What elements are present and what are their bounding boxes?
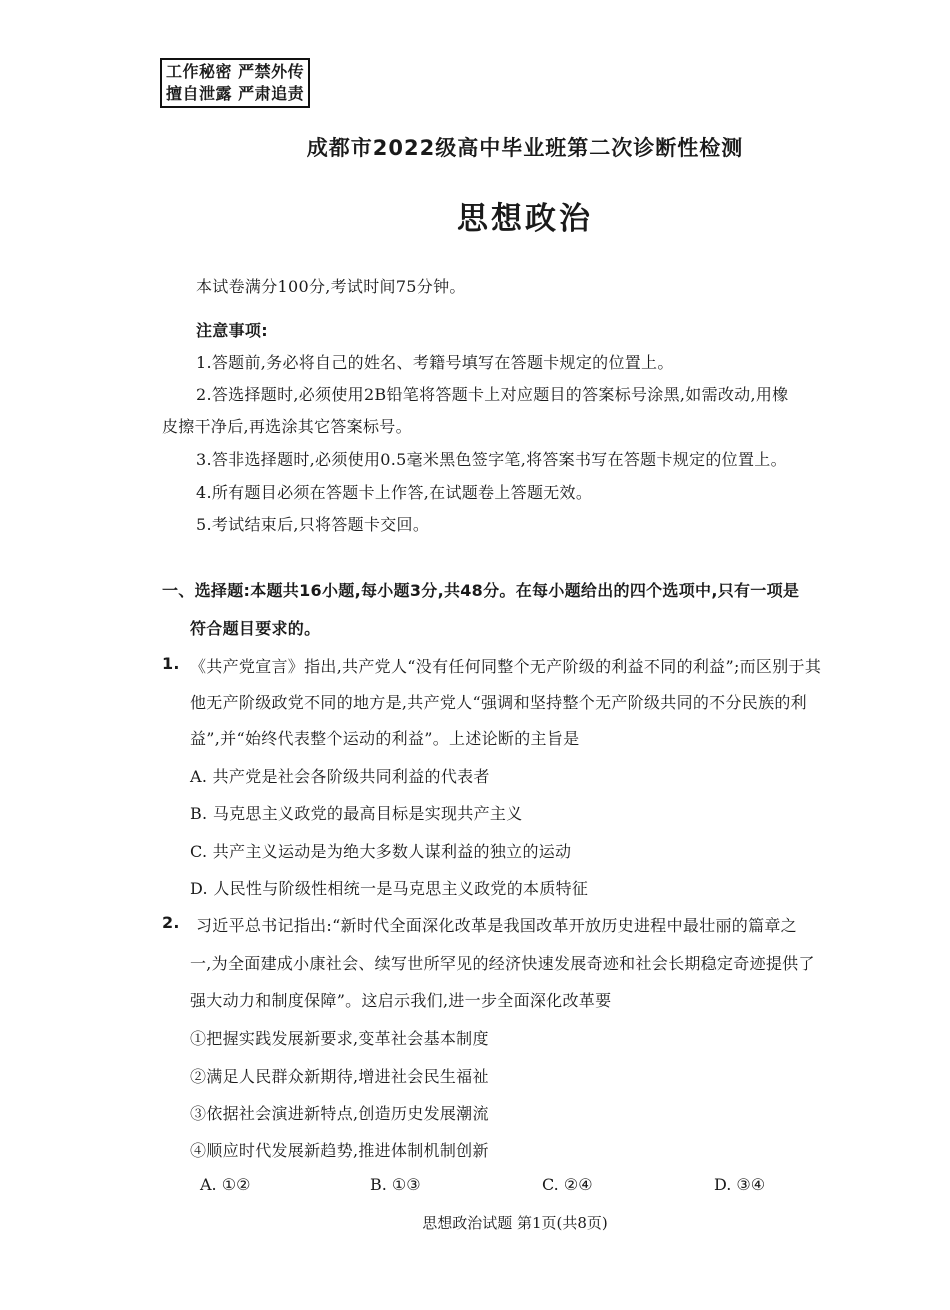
question-2-item-4: ④顺应时代发展新趋势,推进体制机制创新 bbox=[190, 1141, 489, 1160]
question-2-item-2: ②满足人民群众新期待,增进社会民生福祉 bbox=[190, 1067, 489, 1086]
question-2-stem: 习近平总书记指出:“新时代全面深化改革是我国改革开放历史进程中最壮丽的篇章之 bbox=[196, 916, 797, 935]
question-1-number: 1. bbox=[162, 654, 180, 673]
notice-item-2-cont: 皮擦干净后,再选涂其它答案标号。 bbox=[162, 417, 412, 436]
question-2-option-c: C. ②④ bbox=[542, 1175, 593, 1194]
subject-title: 思想政治 bbox=[457, 201, 593, 237]
question-2-item-1: ①把握实践发展新要求,变革社会基本制度 bbox=[190, 1029, 489, 1048]
notice-item-3: 3.答非选择题时,必须使用0.5毫米黑色签字笔,将答案书写在答题卡规定的位置上。 bbox=[196, 450, 787, 469]
notice-item-4: 4.所有题目必须在答题卡上作答,在试题卷上答题无效。 bbox=[196, 483, 593, 502]
question-1-stem: 《共产党宣言》指出,共产党人“没有任何同整个无产阶级的利益不同的利益”;而区别于其 bbox=[190, 657, 822, 676]
notice-item-5: 5.考试结束后,只将答题卡交回。 bbox=[196, 515, 430, 534]
question-1-stem-2: 他无产阶级政党不同的地方是,共产党人“强调和坚持整个无产阶级共同的不分民族的利 bbox=[190, 693, 807, 712]
question-1-stem-3: 益”,并“始终代表整个运动的利益”。上述论断的主旨是 bbox=[190, 729, 580, 748]
question-1-option-c: C. 共产主义运动是为绝大多数人谋利益的独立的运动 bbox=[190, 842, 572, 861]
section-heading: 一、选择题:本题共16小题,每小题3分,共48分。在每小题给出的四个选项中,只有一项是 bbox=[162, 581, 800, 600]
question-2-option-a: A. ①② bbox=[200, 1175, 251, 1194]
page-footer: 思想政治试题 第1页(共8页) bbox=[422, 1214, 608, 1232]
exam-title: 成都市2022级高中毕业班第二次诊断性检测 bbox=[306, 136, 744, 160]
question-2-stem-3: 强大动力和制度保障”。这启示我们,进一步全面深化改革要 bbox=[190, 991, 612, 1010]
intro-text: 本试卷满分100分,考试时间75分钟。 bbox=[196, 277, 466, 296]
notice-item-1: 1.答题前,务必将自己的姓名、考籍号填写在答题卡规定的位置上。 bbox=[196, 353, 674, 372]
question-2-option-d: D. ③④ bbox=[714, 1175, 766, 1194]
question-1-option-a: A. 共产党是社会各阶级共同利益的代表者 bbox=[190, 767, 490, 786]
notice-item-2: 2.答选择题时,必须使用2B铅笔将答题卡上对应题目的答案标号涂黑,如需改动,用橡 bbox=[196, 385, 789, 404]
section-heading-cont: 符合题目要求的。 bbox=[190, 619, 321, 638]
question-2-option-b: B. ①③ bbox=[370, 1175, 421, 1194]
question-2-stem-2: 一,为全面建成小康社会、续写世所罕见的经济快速发展奇迹和社会长期稳定奇迹提供了 bbox=[190, 954, 815, 973]
question-1-option-b: B. 马克思主义政党的最高目标是实现共产主义 bbox=[190, 804, 523, 823]
question-1-option-d: D. 人民性与阶级性相统一是马克思主义政党的本质特征 bbox=[190, 879, 589, 898]
question-2-options bbox=[196, 1175, 796, 1199]
confidential-stamp bbox=[160, 58, 310, 108]
question-2-item-3: ③依据社会演进新特点,创造历史发展潮流 bbox=[190, 1104, 489, 1123]
question-2-number: 2. bbox=[162, 913, 180, 932]
notice-heading: 注意事项: bbox=[196, 321, 268, 340]
stamp-line-2: 擅自泄露 严肃追责 bbox=[166, 84, 305, 103]
stamp-line-1: 工作秘密 严禁外传 bbox=[166, 62, 305, 81]
